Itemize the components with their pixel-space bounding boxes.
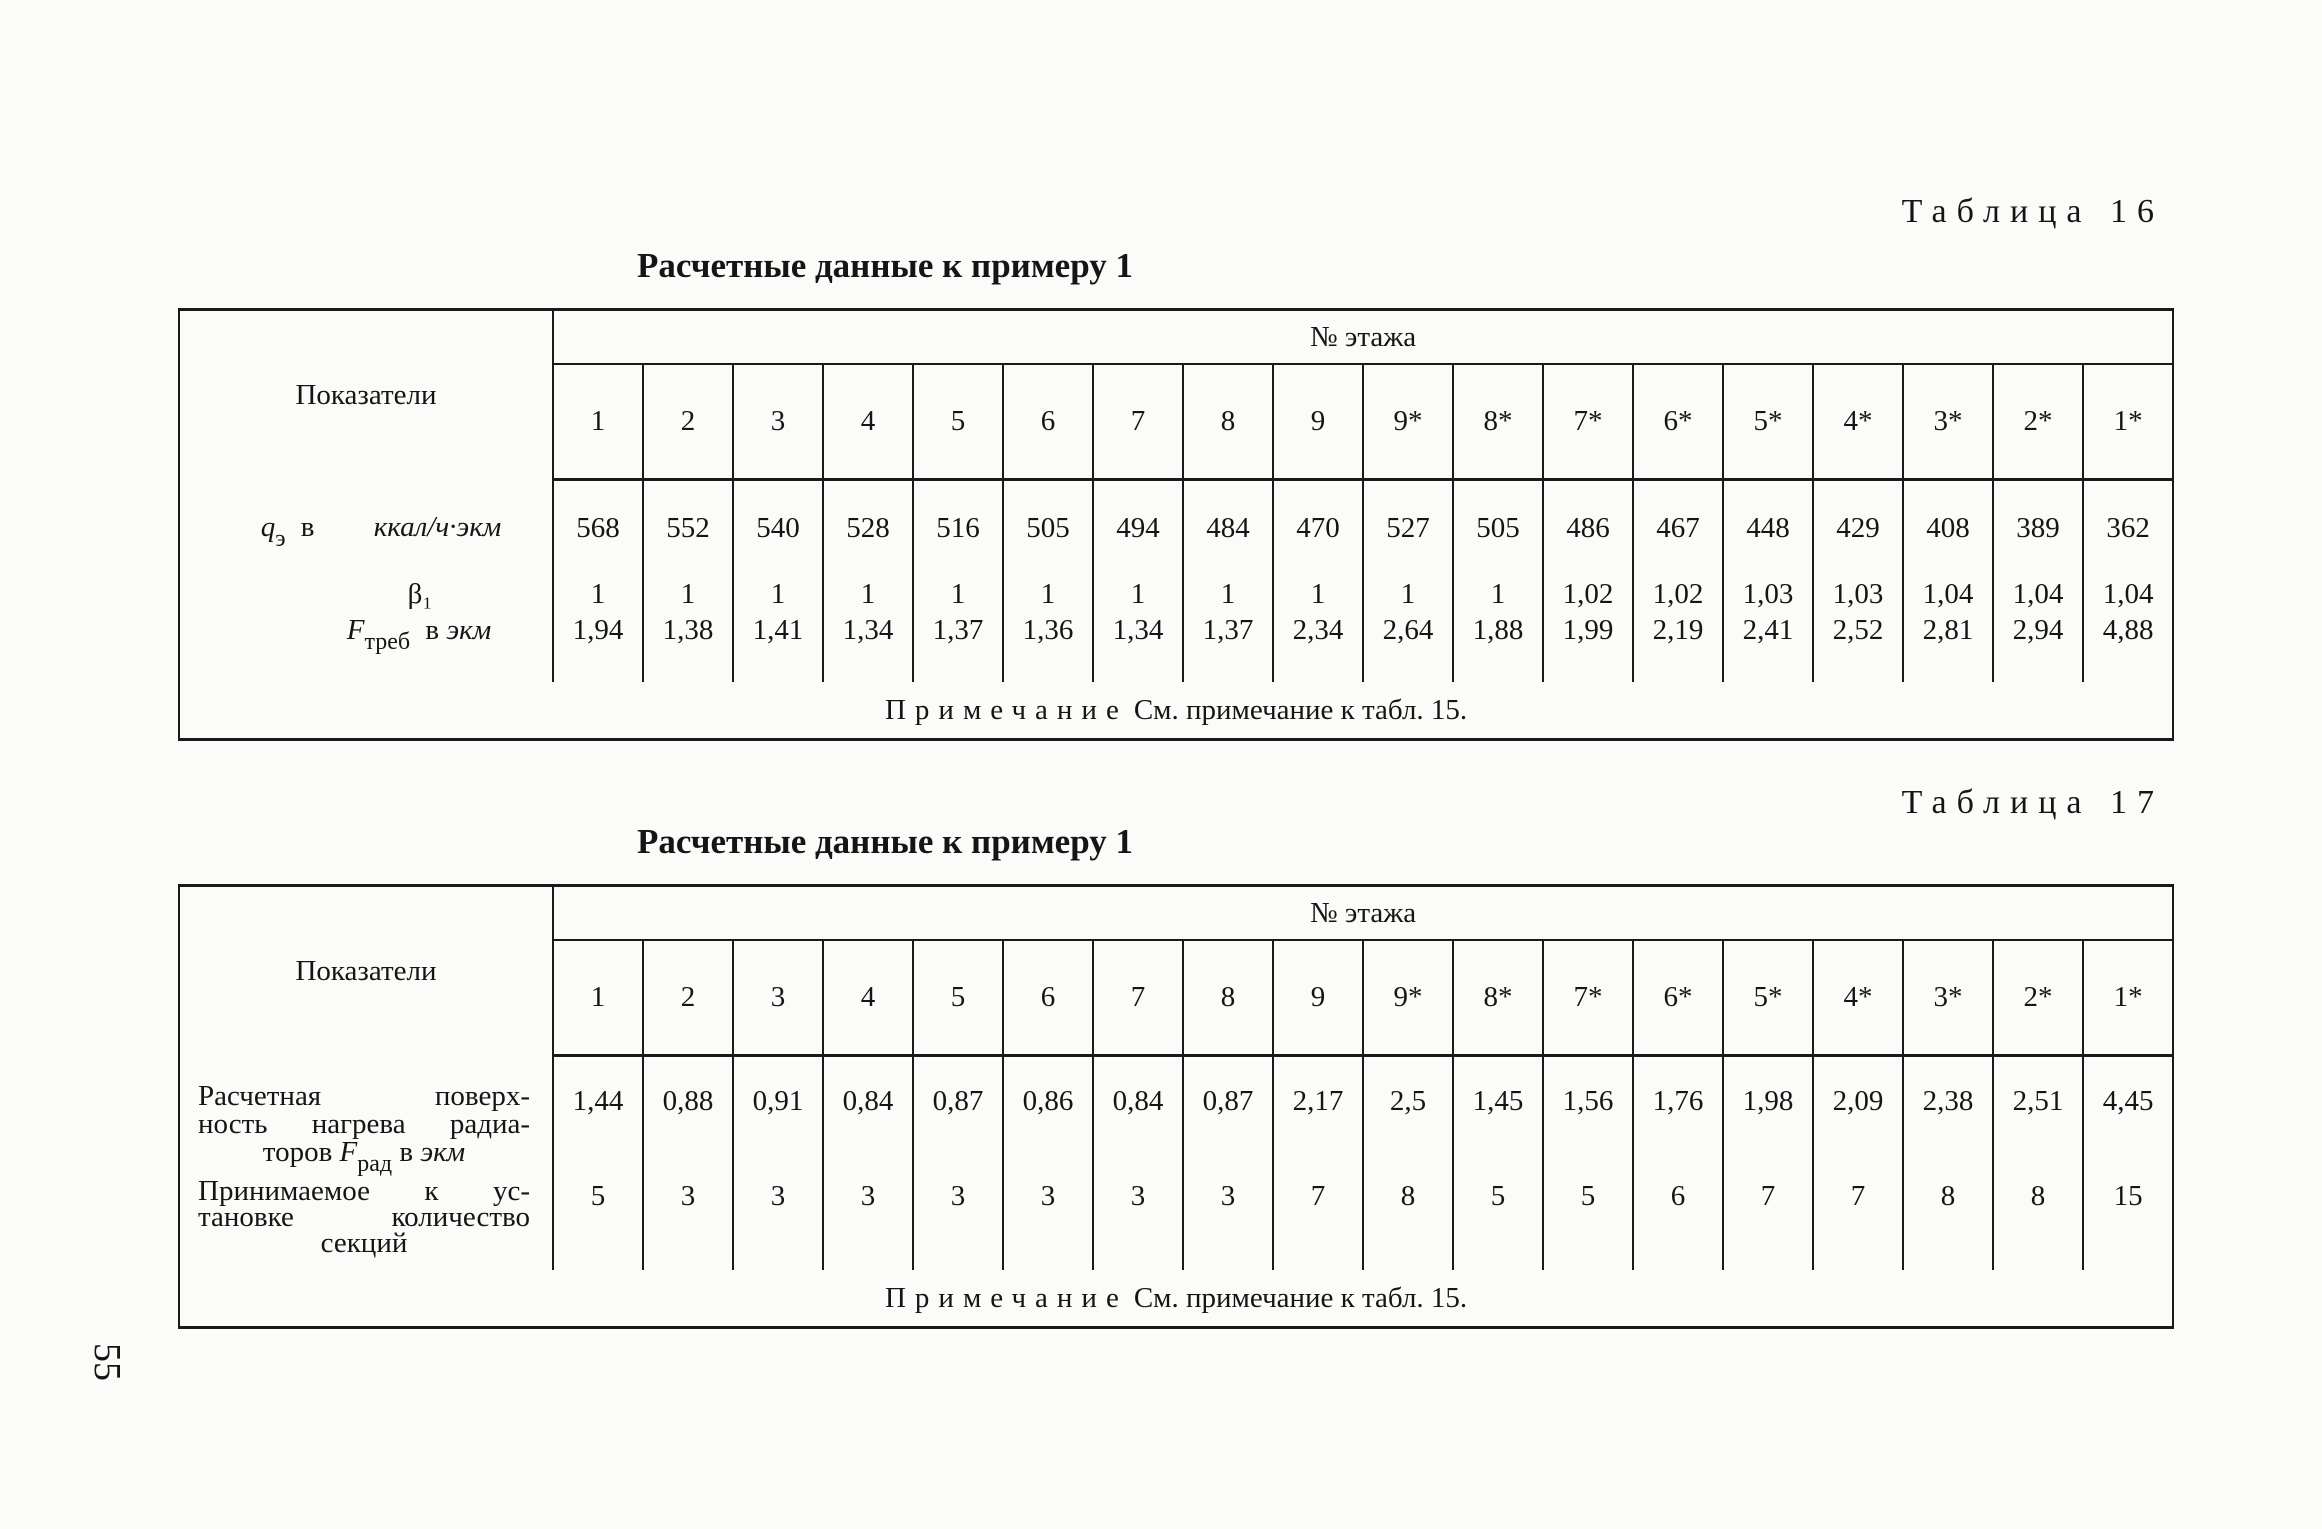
table16-floor-header: 1* (2083, 364, 2173, 480)
table17-floor-header: 2 (643, 940, 733, 1056)
table16-row-q (179, 480, 2173, 576)
table16-cell: 1 (553, 576, 643, 612)
table17-cell: 2,5 (1363, 1056, 1453, 1174)
f-subscript: треб (364, 628, 411, 655)
table16-header-floor-group: № этажа (553, 310, 2173, 364)
table16-cell: 486 (1543, 480, 1633, 576)
table16-cell: 1 (823, 576, 913, 612)
table17-cell: 8 (1993, 1174, 2083, 1270)
table17-cell: 0,84 (823, 1056, 913, 1174)
table16-cell: 4,88 (2083, 612, 2173, 682)
table16-cell: 1 (913, 576, 1003, 612)
table17-cell: 3 (913, 1174, 1003, 1270)
table16-floor-header: 6* (1633, 364, 1723, 480)
table16-cell: 1,94 (553, 612, 643, 682)
table17-cell: 4,45 (2083, 1056, 2173, 1174)
table16-row-beta (179, 576, 2173, 612)
table16-cell: 1,03 (1723, 576, 1813, 612)
table16-cell: 494 (1093, 480, 1183, 576)
table17-title: Расчетные данные к примеру 1 (637, 822, 1133, 861)
table16-cell: 448 (1723, 480, 1813, 576)
table16-cell: 527 (1363, 480, 1453, 576)
table16-cell: 1 (1183, 576, 1273, 612)
table17-floor-header: 1* (2083, 940, 2173, 1056)
table17-note (179, 1270, 2173, 1328)
table17-label: Таблица 17 (1901, 784, 2164, 821)
table17-row-sections-label (179, 1174, 553, 1270)
table16-floor-header: 1 (553, 364, 643, 480)
table17-cell: 3 (1003, 1174, 1093, 1270)
table16-cell: 540 (733, 480, 823, 576)
table16-cell: 2,41 (1723, 612, 1813, 682)
table17-floor-header: 7* (1543, 940, 1633, 1056)
table16-floor-header: 8* (1453, 364, 1543, 480)
table16-row-q-label (179, 480, 553, 576)
q-unit: ккал/ч·экм (373, 510, 502, 543)
table16-floor-header: 8 (1183, 364, 1273, 480)
table17-floor-header: 6 (1003, 940, 1093, 1056)
f-in: в (425, 613, 440, 646)
f-unit: экм (446, 613, 492, 646)
table16-cell: 470 (1273, 480, 1363, 576)
table17-cell: 8 (1903, 1174, 1993, 1270)
table17-floor-header: 8* (1453, 940, 1543, 1056)
page-number: 55 (86, 1343, 128, 1381)
table16-title: Расчетные данные к примеру 1 (637, 246, 1133, 285)
table17-cell: 1,98 (1723, 1056, 1813, 1174)
table17-row-surface (179, 1056, 2173, 1174)
table16-floor-header: 4 (823, 364, 913, 480)
q-in: в (300, 510, 315, 543)
table17-note-row (179, 1270, 2173, 1328)
table16-cell: 1,37 (1183, 612, 1273, 682)
table16-cell: 1,02 (1543, 576, 1633, 612)
table17-floor-header: 3 (733, 940, 823, 1056)
table16-cell: 1 (1273, 576, 1363, 612)
table16-cell: 2,64 (1363, 612, 1453, 682)
table16-header-row-group (179, 310, 2173, 364)
table16-cell: 1,37 (913, 612, 1003, 682)
table17-cell: 1,56 (1543, 1056, 1633, 1174)
table17-cell: 5 (1453, 1174, 1543, 1270)
table17-cell: 3 (823, 1174, 913, 1270)
table16-cell: 1,88 (1453, 612, 1543, 682)
surface-line3-prefix: торов (262, 1135, 333, 1168)
table16-floor-header: 7 (1093, 364, 1183, 480)
frad-symbol: F (339, 1135, 358, 1168)
table17-cell: 0,87 (913, 1056, 1003, 1174)
table17-cell: 1,44 (553, 1056, 643, 1174)
table16 (178, 308, 2174, 741)
table16-floor-header: 9* (1363, 364, 1453, 480)
table17-cell: 3 (1093, 1174, 1183, 1270)
table16-floor-header: 5 (913, 364, 1003, 480)
table17-floor-header: 8 (1183, 940, 1273, 1056)
table16-cell: 484 (1183, 480, 1273, 576)
table16-cell: 1 (733, 576, 823, 612)
table17-cell: 6 (1633, 1174, 1723, 1270)
table16-cell: 1 (1093, 576, 1183, 612)
table16-floor-header: 3 (733, 364, 823, 480)
table16-cell: 505 (1453, 480, 1543, 576)
table17-header-indicator: Показатели (179, 886, 553, 1056)
table16-cell: 362 (2083, 480, 2173, 576)
table17-cell: 2,09 (1813, 1056, 1903, 1174)
table16-cell: 1,38 (643, 612, 733, 682)
table17-floor-header: 1 (553, 940, 643, 1056)
table16-note-label: Примечание (884, 693, 1128, 726)
sections-line2: тановке количество (198, 1200, 530, 1233)
table17-row-sections (179, 1174, 2173, 1270)
table16-note-row (179, 682, 2173, 740)
table16-cell: 1,03 (1813, 576, 1903, 612)
table16-header-indicator: Показатели (179, 310, 553, 480)
f-symbol: F (346, 613, 365, 646)
table17-note-label: Примечание (884, 1281, 1128, 1314)
table16-cell: 505 (1003, 480, 1093, 576)
table16-cell: 1,02 (1633, 576, 1723, 612)
surface-line3 (198, 1135, 530, 1177)
table16-row-f (179, 612, 2173, 682)
table16-floor-header: 6 (1003, 364, 1093, 480)
surface-line2: ность нагрева радиа- (198, 1107, 530, 1140)
table16-cell: 389 (1993, 480, 2083, 576)
table17-note-text: См. примечание к табл. 15. (1133, 1281, 1468, 1314)
table17 (178, 884, 2174, 1329)
table17-cell: 15 (2083, 1174, 2173, 1270)
table16-note-text: См. примечание к табл. 15. (1133, 693, 1468, 726)
q-symbol: q (260, 510, 276, 543)
frad-in: в (399, 1135, 414, 1168)
table16-cell: 429 (1813, 480, 1903, 576)
table16-cell: 467 (1633, 480, 1723, 576)
table17-floor-header: 5 (913, 940, 1003, 1056)
table16-cell: 2,94 (1993, 612, 2083, 682)
table17-header-floor-group: № этажа (553, 886, 2173, 940)
table16-cell: 1,41 (733, 612, 823, 682)
table16-row-beta-label: β₁ (179, 576, 553, 612)
table16-cell: 516 (913, 480, 1003, 576)
table17-cell: 0,84 (1093, 1056, 1183, 1174)
table17-floor-header: 5* (1723, 940, 1813, 1056)
table17-cell: 3 (1183, 1174, 1273, 1270)
table16-cell: 1,34 (823, 612, 913, 682)
table17-cell: 5 (553, 1174, 643, 1270)
table16-cell: 2,52 (1813, 612, 1903, 682)
table16-cell: 1,36 (1003, 612, 1093, 682)
table16-floor-header: 2* (1993, 364, 2083, 480)
table16-row-f-label (179, 612, 553, 682)
table16-cell: 1,04 (1993, 576, 2083, 612)
table16-cell: 1 (1003, 576, 1093, 612)
frad-subscript: рад (357, 1150, 393, 1177)
table17-floor-header: 9* (1363, 940, 1453, 1056)
table17-header-row-group (179, 886, 2173, 940)
table17-floor-header: 2* (1993, 940, 2083, 1056)
table16-cell: 1,04 (2083, 576, 2173, 612)
q-subscript: э (275, 525, 286, 552)
sections-line3: секций (320, 1226, 408, 1259)
table17-cell: 7 (1813, 1174, 1903, 1270)
table17-floor-header: 6* (1633, 940, 1723, 1056)
table16-cell: 2,19 (1633, 612, 1723, 682)
table17-cell: 0,88 (643, 1056, 733, 1174)
table16-cell: 552 (643, 480, 733, 576)
table16-cell: 1,34 (1093, 612, 1183, 682)
table17-cell: 7 (1273, 1174, 1363, 1270)
table16-floor-header: 5* (1723, 364, 1813, 480)
table17-cell: 2,51 (1993, 1056, 2083, 1174)
table17-floor-header: 7 (1093, 940, 1183, 1056)
table17-floor-header: 9 (1273, 940, 1363, 1056)
table17-floor-header: 4* (1813, 940, 1903, 1056)
table16-floor-header: 3* (1903, 364, 1993, 480)
surface-line1: Расчетная поверх- (198, 1079, 530, 1112)
table16-cell: 528 (823, 480, 913, 576)
table16-cell: 1,99 (1543, 612, 1633, 682)
table16-cell: 2,34 (1273, 612, 1363, 682)
table17-row-surface-label (179, 1056, 553, 1177)
table16-floor-header: 7* (1543, 364, 1633, 480)
table16-cell: 408 (1903, 480, 1993, 576)
table17-cell: 8 (1363, 1174, 1453, 1270)
table16-cell: 1,04 (1903, 576, 1993, 612)
table17-cell: 7 (1723, 1174, 1813, 1270)
table16-note (179, 682, 2173, 740)
table16-cell: 1 (643, 576, 733, 612)
table16-label: Таблица 16 (1901, 193, 2164, 230)
table17-cell: 3 (733, 1174, 823, 1270)
table17-cell: 1,76 (1633, 1056, 1723, 1174)
table17-cell: 1,45 (1453, 1056, 1543, 1174)
table17-cell: 2,38 (1903, 1056, 1993, 1174)
table16-cell: 1 (1363, 576, 1453, 612)
table17-cell: 2,17 (1273, 1056, 1363, 1174)
table17-cell: 0,87 (1183, 1056, 1273, 1174)
table16-floor-header: 9 (1273, 364, 1363, 480)
table17-cell: 3 (643, 1174, 733, 1270)
table16-floor-header: 4* (1813, 364, 1903, 480)
table16-cell: 2,81 (1903, 612, 1993, 682)
table16-cell: 1 (1453, 576, 1543, 612)
table17-floor-header: 3* (1903, 940, 1993, 1056)
table17-cell: 0,91 (733, 1056, 823, 1174)
table17-cell: 0,86 (1003, 1056, 1093, 1174)
table17-floor-header: 4 (823, 940, 913, 1056)
table17-cell: 5 (1543, 1174, 1633, 1270)
table16-cell: 568 (553, 480, 643, 576)
frad-unit: экм (420, 1135, 466, 1168)
table16-floor-header: 2 (643, 364, 733, 480)
sections-line1: Принимаемое к ус- (198, 1174, 530, 1207)
